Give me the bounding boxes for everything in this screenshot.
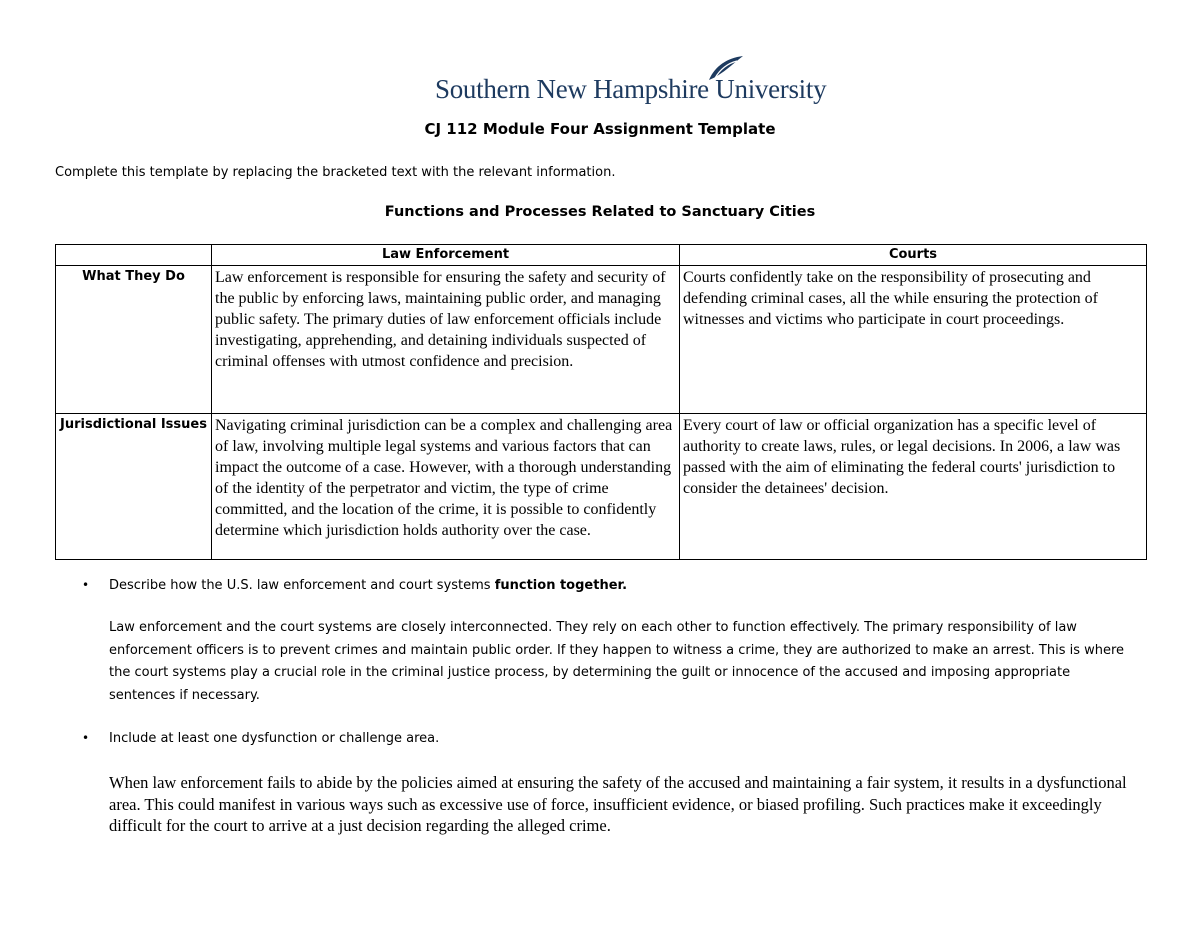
bullet-text-period: . <box>622 578 628 593</box>
cell-law-enforcement-jurisdiction: Navigating criminal jurisdiction can be a complex and challenging area of law, involving multiple legal systems and various factors that can impact the outcome of a case. However, with a thorough understanding of the identity of the perpetrator and victim, the type of crime committed, and the location of the crime, it is possible to confidently determine which jurisdiction holds authority over the case. <box>212 414 680 560</box>
cell-courts-what: Courts confidently take on the responsibility of prosecuting and defending criminal cases, all the while ensuring the protection of witnesses and victims who participate in court proceedings. <box>680 266 1147 414</box>
table-header-row <box>56 245 1147 266</box>
bullet-marker: • <box>82 578 90 592</box>
header-law-enforcement: Law Enforcement <box>212 245 680 266</box>
section-title: Functions and Processes Related to Sanctuary Cities <box>384 204 816 220</box>
instructions-text: Complete this template by replacing the bracketed text with the relevant information. <box>55 165 616 180</box>
bullet-text: Include at least one dysfunction or challenge area. <box>109 731 440 746</box>
document-title: CJ 112 Module Four Assignment Template <box>424 120 776 138</box>
row-label-jurisdictional-issues: Jurisdictional Issues <box>56 414 212 560</box>
logo-wordmark: Southern New Hampshire University <box>435 74 827 104</box>
cell-courts-jurisdiction: Every court of law or official organization has a specific level of authority to create laws, rules, or legal decisions. In 2006, a law was passed with the aim of eliminating the federal courts' jurisdiction to consider the detainees' decision. <box>680 414 1147 560</box>
answer-paragraph-1: Law enforcement and the court systems are closely interconnected. They rely on each other to function effectively. The primary responsibility of law enforcement officers is to prevent crimes and maintain public order. If they happen to witness a crime, they are authorized to make an arrest. This is where the court systems play a crucial role in the criminal justice process, by determining the guilt or innocence of the accused and imposing appropriate sentences if necessary. <box>109 620 1125 703</box>
bullet-text <box>109 578 627 593</box>
bullet-text-bold: function together <box>494 578 623 593</box>
header-empty <box>56 245 212 266</box>
row-label-what-they-do: What They Do <box>56 266 212 414</box>
bullet-marker: • <box>82 731 90 745</box>
functions-table <box>55 244 1147 560</box>
header-courts: Courts <box>680 245 1147 266</box>
university-logo <box>435 52 827 108</box>
cell-law-enforcement-what: Law enforcement is responsible for ensuring the safety and security of the public by enforcing laws, maintaining public order, and managing public safety. The primary duties of law enforcement officials include investigating, apprehending, and detaining individuals suspected of criminal offenses with utmost confidence and precision. <box>212 266 680 414</box>
table-row <box>56 414 1147 560</box>
bullet-text-part: Describe how the U.S. law enforcement and court systems <box>109 578 495 593</box>
answer-paragraph-2: When law enforcement fails to abide by the policies aimed at ensuring the safety of the accused and maintaining a fair system, it results in a dysfunctional area. This could manifest in various ways such as excessive use of force, insufficient evidence, or biased profiling. Such practices make it exceedingly difficult for the court to arrive at a just decision regarding the alleged crime. <box>109 773 1127 835</box>
table-row <box>56 266 1147 414</box>
